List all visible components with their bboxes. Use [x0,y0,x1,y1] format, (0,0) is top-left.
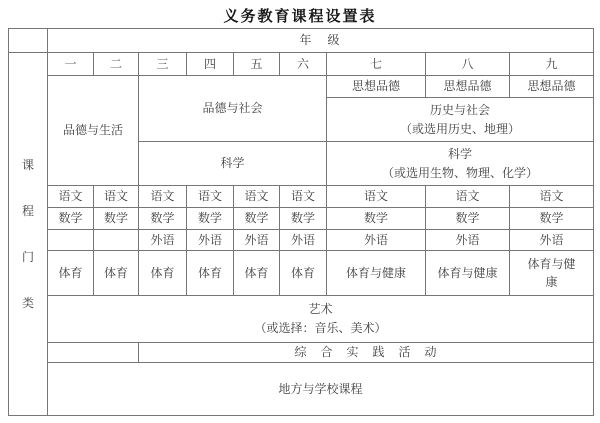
cell-chinese: 语文 [187,186,234,208]
cell-math: 数学 [94,208,139,230]
cell-pe: 体育 [94,251,139,296]
cell-foreign: 外语 [187,230,234,251]
category-column-label [9,53,48,416]
art-title: 艺术 [308,302,333,317]
row-math [9,208,594,230]
cell-math: 数学 [510,208,594,230]
cell-math: 数学 [426,208,510,230]
cell-math: 数学 [280,208,327,230]
cell-science-mid: 科学 [139,142,327,186]
grade-cell-7: 七 [327,53,426,76]
cell-math: 数学 [187,208,234,230]
cell-pe: 体育 [48,251,94,296]
category-label-char: 程 [21,203,34,218]
grade-cell-6: 六 [280,53,327,76]
history-society-note: （或选用历史、地理） [400,121,521,136]
grade-cell-4: 四 [187,53,234,76]
grade-cell-5: 五 [234,53,280,76]
row-ideology [9,76,594,98]
cell-pe: 体育 [234,251,280,296]
science-high-note: （或选用生物、物理、化学） [382,165,539,180]
cell-art [48,296,594,343]
cell-math: 数学 [234,208,280,230]
header-row-grades [9,53,594,76]
cell-chinese: 语文 [510,186,594,208]
cell-moral-life: 品德与生活 [48,76,139,186]
science-high-title: 科学 [448,146,473,161]
cell-chinese: 语文 [94,186,139,208]
cell-foreign: 外语 [234,230,280,251]
cell-practice-blank [48,343,139,363]
header-row-grade-axis [9,29,594,53]
cell-math: 数学 [327,208,426,230]
cell-chinese: 语文 [139,186,187,208]
category-label-char: 课 [21,157,34,172]
cell-foreign-blank [94,230,139,251]
cell-pe-health-g9 [510,251,594,296]
curriculum-table [8,28,594,416]
cell-pe: 体育 [139,251,187,296]
corner-cell [9,29,48,53]
cell-foreign: 外语 [510,230,594,251]
art-note: （或选择：音乐、美术） [254,321,387,335]
grade-cell-9: 九 [510,53,594,76]
history-society-title: 历史与社会 [430,102,491,117]
grade-cell-1: 一 [48,53,94,76]
cell-chinese: 语文 [48,186,94,208]
cell-moral-society: 品德与社会 [139,76,327,142]
cell-foreign-blank [48,230,94,251]
cell-pe: 体育 [187,251,234,296]
category-label-char: 门 [21,250,34,264]
cell-pe: 体育 [280,251,327,296]
grade-axis-header: 年 级 [48,29,594,53]
cell-local-school: 地方与学校课程 [48,363,594,416]
cell-foreign: 外语 [139,230,187,251]
category-label-char: 类 [21,296,34,311]
grade-cell-8: 八 [426,53,510,76]
row-foreign [9,230,594,251]
cell-ideology-g7: 思想品德 [327,76,426,98]
row-practice [9,343,594,363]
cell-practice: 综 合 实 践 活 动 [139,343,594,363]
cell-ideology-g8: 思想品德 [426,76,510,98]
grade-cell-3: 三 [139,53,187,76]
category-label-stack [9,157,47,312]
cell-foreign: 外语 [280,230,327,251]
cell-math: 数学 [139,208,187,230]
cell-science-high [327,142,594,186]
cell-chinese: 语文 [327,186,426,208]
cell-foreign: 外语 [426,230,510,251]
cell-chinese: 语文 [234,186,280,208]
cell-chinese: 语文 [426,186,510,208]
cell-pe-health-g7: 体育与健康 [327,251,426,296]
grade-cell-2: 二 [94,53,139,76]
row-local-school [9,363,594,416]
pe-health-wrapped-label: 体育与健康 [527,257,576,289]
cell-foreign: 外语 [327,230,426,251]
row-pe [9,251,594,296]
cell-history-society [327,98,594,142]
row-art [9,296,594,343]
cell-chinese: 语文 [280,186,327,208]
cell-pe-health-g8: 体育与健康 [426,251,510,296]
row-chinese [9,186,594,208]
cell-math: 数学 [48,208,94,230]
cell-ideology-g9: 思想品德 [510,76,594,98]
page-title: 义务教育课程设置表 [223,9,377,25]
